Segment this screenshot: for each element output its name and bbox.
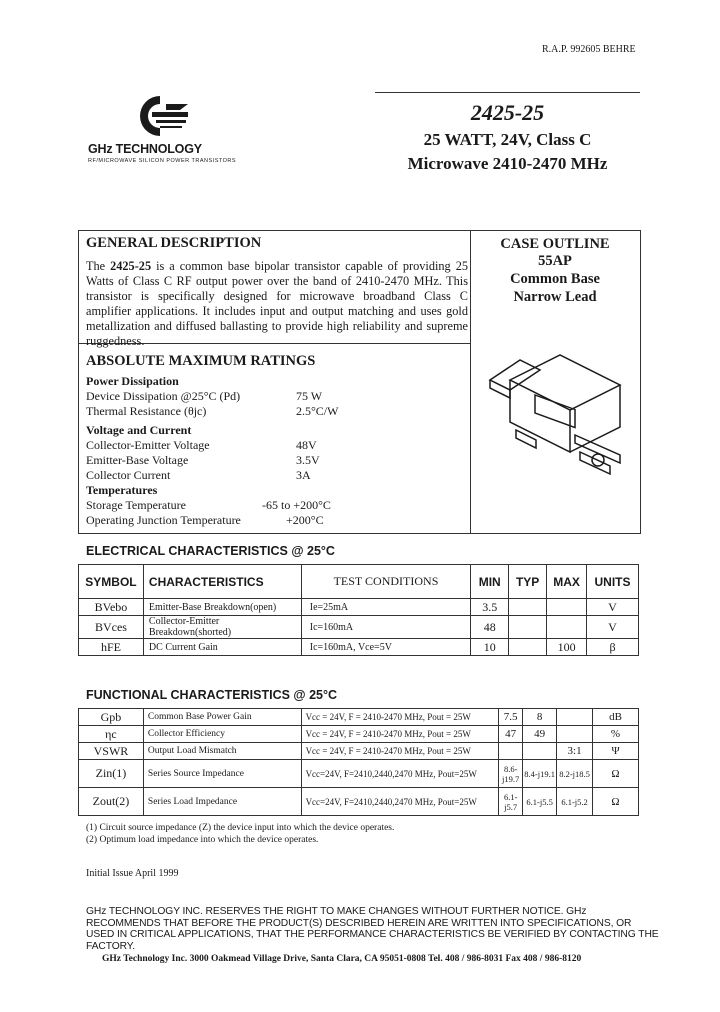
- table-cell: Output Load Mismatch: [143, 743, 301, 760]
- table-cell: 48: [471, 616, 509, 639]
- product-subtitle-power: 25 WATT, 24V, Class C: [423, 130, 592, 149]
- table-cell: Vcc=24V, F=2410,2440,2470 MHz, Pout=25W: [301, 760, 499, 788]
- table-cell: 6.1-j5.5: [523, 788, 557, 816]
- column-header: TEST CONDITIONS: [301, 565, 471, 599]
- amr-group-heading: Voltage and Current: [86, 423, 192, 437]
- table-cell: Series Load Impedance: [143, 788, 301, 816]
- table-cell: 3.5: [471, 599, 509, 616]
- amr-row: Storage Temperature -65 to +200°C: [86, 498, 331, 512]
- table-header-row: [79, 565, 639, 599]
- document-reference: R.A.P. 992605 BEHRE: [542, 44, 636, 55]
- table-row: [79, 709, 639, 726]
- table-cell: Ω: [593, 788, 639, 816]
- table-cell: 8.2-j18.5: [557, 760, 593, 788]
- table-cell: Collector Efficiency: [143, 726, 301, 743]
- absolute-max-ratings-title: ABSOLUTE MAXIMUM RATINGS: [86, 353, 316, 369]
- table-cell: DC Current Gain: [143, 639, 301, 656]
- column-header: MIN: [471, 565, 509, 599]
- table-cell: 10: [471, 639, 509, 656]
- ghz-logo-mark-icon: [130, 92, 190, 140]
- table-cell: [509, 639, 547, 656]
- amr-row: Emitter-Base Voltage 3.5V: [86, 453, 320, 467]
- table-cell: 8.6-j19.7: [499, 760, 523, 788]
- table-cell: [499, 743, 523, 760]
- table-footnote: (1) Circuit source impedance (Z) the device input into which the device operates.: [86, 823, 395, 833]
- column-header: SYMBOL: [79, 565, 144, 599]
- table-row: [79, 639, 639, 656]
- table-cell: [547, 616, 587, 639]
- table-cell: [557, 726, 593, 743]
- table-cell: 6.1-j5.2: [557, 788, 593, 816]
- table-row: [79, 599, 639, 616]
- table-cell: %: [593, 726, 639, 743]
- package-drawing: [480, 340, 630, 490]
- company-tagline: RF/MICROWAVE SILICON POWER TRANSISTORS: [88, 158, 237, 164]
- product-subtitle-band: Microwave 2410-2470 MHz: [407, 154, 608, 173]
- table-cell: Emitter-Base Breakdown(open): [143, 599, 301, 616]
- table-cell: Zin(1): [79, 760, 144, 788]
- table-cell: 8: [523, 709, 557, 726]
- table-footnote: (2) Optimum load impedance into which the device operates.: [86, 835, 319, 845]
- case-outline-title: CASE OUTLINE: [500, 236, 610, 252]
- table-cell: 3:1: [557, 743, 593, 760]
- table-cell: hFE: [79, 639, 144, 656]
- functional-characteristics-title: FUNCTIONAL CHARACTERISTICS @ 25°C: [86, 688, 337, 702]
- table-cell: V: [587, 599, 639, 616]
- table-cell: Gpb: [79, 709, 144, 726]
- header-rule: [375, 92, 640, 93]
- table-cell: Vcc=24V, F=2410,2440,2470 MHz, Pout=25W: [301, 788, 499, 816]
- table-cell: Ω: [593, 760, 639, 788]
- table-cell: VSWR: [79, 743, 144, 760]
- table-cell: Vcc = 24V, F = 2410-2470 MHz, Pout = 25W: [301, 709, 499, 726]
- column-header: CHARACTERISTICS: [143, 565, 301, 599]
- table-cell: 100: [547, 639, 587, 656]
- table-cell: [547, 599, 587, 616]
- case-outline-code: 55AP: [538, 253, 572, 269]
- amr-row: Device Dissipation @25°C (Pd) 75 W: [86, 389, 323, 403]
- table-cell: 6.1-j5.7: [499, 788, 523, 816]
- table-cell: Common Base Power Gain: [143, 709, 301, 726]
- table-cell: [557, 709, 593, 726]
- amr-group-heading: Power Dissipation: [86, 374, 179, 388]
- table-cell: V: [587, 616, 639, 639]
- absolute-max-ratings-list: [86, 374, 466, 528]
- table-cell: [509, 616, 547, 639]
- amr-row: Thermal Resistance (θjc) 2.5°C/W: [86, 404, 339, 418]
- case-outline-line2: Narrow Lead: [513, 289, 597, 305]
- column-header: UNITS: [587, 565, 639, 599]
- company-address: GHz Technology Inc. 3000 Oakmead Village Drive, Santa Clara, CA 95051-0808 Tel. 408 / 986-8031 Fax 408 / 986-8120: [102, 954, 582, 964]
- table-cell: β: [587, 639, 639, 656]
- table-row: [79, 726, 639, 743]
- table-cell: Vcc = 24V, F = 2410-2470 MHz, Pout = 25W: [301, 743, 499, 760]
- issue-date: Initial Issue April 1999: [86, 868, 179, 879]
- table-row: [79, 760, 639, 788]
- electrical-characteristics-title: ELECTRICAL CHARACTERISTICS @ 25°C: [86, 544, 335, 558]
- amr-row: Collector-Emitter Voltage 48V: [86, 438, 317, 452]
- table-row: [79, 743, 639, 760]
- case-outline-line1: Common Base: [510, 271, 600, 287]
- table-cell: BVces: [79, 616, 144, 639]
- amr-group-heading: Temperatures: [86, 483, 158, 497]
- table-cell: 49: [523, 726, 557, 743]
- table-cell: ηc: [79, 726, 144, 743]
- company-name: GHz TECHNOLOGY: [88, 142, 202, 156]
- table-cell: BVebo: [79, 599, 144, 616]
- part-number: 2425-25: [470, 100, 545, 125]
- table-cell: Ψ: [593, 743, 639, 760]
- amr-row: Collector Current 3A: [86, 468, 311, 482]
- column-header: TYP: [509, 565, 547, 599]
- table-cell: 8.4-j19.1: [523, 760, 557, 788]
- part-ref: 2425-25: [110, 259, 152, 273]
- table-cell: Collector-Emitter Breakdown(shorted): [143, 616, 301, 639]
- table-cell: [523, 743, 557, 760]
- table-cell: 47: [499, 726, 523, 743]
- electrical-characteristics-table: [78, 564, 639, 656]
- table-cell: Zout(2): [79, 788, 144, 816]
- table-cell: Ic=160mA, Vce=5V: [301, 639, 471, 656]
- column-header: MAX: [547, 565, 587, 599]
- table-cell: [509, 599, 547, 616]
- disclaimer: GHz TECHNOLOGY INC. RESERVES THE RIGHT TO MAKE CHANGES WITHOUT FURTHER NOTICE. GHz RECOMMENDS THAT BEFORE THE PRODUCT(S) DESCRIBED HEREIN ARE WRITTEN INTO SPECIFICATIONS, OR USED IN CRITICAL APPLICATIONS, THAT THE PERFORMANCE CHARACTERISTICS BE VERIFIED BY CONTACTING THE FACTORY.: [86, 906, 659, 952]
- general-description-title: GENERAL DESCRIPTION: [86, 235, 262, 251]
- table-row: [79, 788, 639, 816]
- table-row: [79, 616, 639, 639]
- general-description-body: The 2425-25 is a common base bipolar transistor capable of providing 25 Watts of Class C RF output power over the band of 2410-2470 MHz. This transistor is specifically designed for microwave broadband Class C amplifier applications. It includes input and output matching and uses gold metallization and diffused ballasting to provide high reliability and supreme ruggedness.: [86, 259, 468, 348]
- table-cell: Ic=160mA: [301, 616, 471, 639]
- table-cell: Vcc = 24V, F = 2410-2470 MHz, Pout = 25W: [301, 726, 499, 743]
- table-cell: dB: [593, 709, 639, 726]
- table-cell: Series Source Impedance: [143, 760, 301, 788]
- amr-row: Operating Junction Temperature +200°C: [86, 513, 324, 527]
- company-logo: [88, 92, 237, 172]
- table-cell: Ie=25mA: [301, 599, 471, 616]
- table-cell: 7.5: [499, 709, 523, 726]
- functional-characteristics-table: [78, 708, 639, 816]
